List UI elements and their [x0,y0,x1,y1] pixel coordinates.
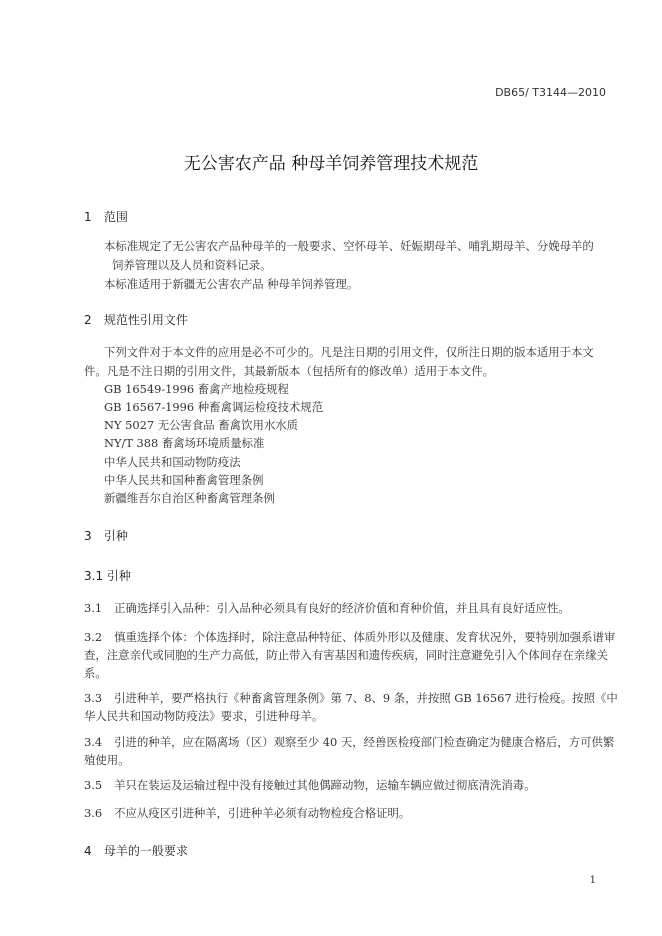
section-title: 母羊的一般要求 [103,844,188,858]
section-number: 2 [84,313,92,327]
clause-text: 正确选择引入品种：引入品种必须具有良好的经济价值和育种价值，并且具有良好适应性。 [114,601,570,615]
clause-text: 引进的种羊，应在隔离场（区）观察至少 40 天，经兽医检疫部门检查确定为健康合格后，方可供繁殖使用。 [84,735,615,767]
clause-number: 3.1 [84,601,103,615]
clause-number: 3.4 [84,735,103,749]
section-4-heading [84,842,188,859]
clause [84,689,624,725]
section-title: 范围 [103,210,128,224]
clause-number: 3.2 [84,630,103,644]
clause [84,628,624,682]
ref-item: 中华人民共和国动物防疫法 [104,455,241,469]
refs-intro-line-2: 件。凡是不注日期的引用文件，其最新版本（包括所有的修改单）适用于本文件。 [84,364,495,378]
clause [84,733,624,769]
refs-intro-line-1: 下列文件对于本文件的应用是必不可少的。凡是注日期的引用文件，仅所注日期的版本适用于本文 [104,345,594,359]
section-3-heading [84,527,128,544]
ref-item: GB 16567-1996 种畜禽调运检疫技术规范 [104,400,324,414]
clause [84,599,624,617]
clause-text: 不应从疫区引进种羊，引进种羊必须有动物检疫合格证明。 [114,806,411,820]
ref-item: 新疆维吾尔自治区种畜禽管理条例 [104,491,275,505]
scope-line-1: 本标准规定了无公害农产品种母羊的一般要求、空怀母羊、妊娠期母羊、哺乳期母羊、分娩母羊的 [104,239,594,253]
ref-item: NY 5027 无公害食品 畜禽饮用水水质 [104,418,299,432]
section-title: 引种 [103,529,128,543]
clause-text: 慎重选择个体：个体选择时，除注意品种特征、体质外形以及健康、发育状况外，要特别加强系谱审查，注意亲代或同胞的生产力高低，防止带入有害基因和遗传疾病，同时注意避免引入个体间存在亲缘关系。 [84,630,616,680]
section-title: 引种 [106,569,131,583]
scope-line-3: 本标准适用于新疆无公害农产品 种母羊饲养管理。 [104,277,359,291]
clause-number: 3.3 [84,691,103,705]
clause [84,804,624,822]
section-number: 4 [84,844,92,858]
clause-number: 3.6 [84,806,103,820]
section-2-heading [84,311,188,328]
clause [84,776,624,794]
section-title: 规范性引用文件 [103,313,188,327]
scope-line-2: 饲养管理以及人员和资料记录。 [112,258,272,272]
standard-code: DB65/ T3144—2010 [495,86,606,99]
clause-number: 3.5 [84,778,103,792]
clause-text: 引进种羊，要严格执行《种畜禽管理条例》第 7、8、9 条，并按照 GB 16567 进行检疫。按照《中华人民共和国动物防疫法》要求，引进种母羊。 [84,691,618,723]
ref-item: 中华人民共和国种畜禽管理条例 [104,473,264,487]
document-title: 无公害农产品 种母羊饲养管理技术规范 [183,154,479,174]
section-number: 1 [84,210,92,224]
clause-text: 羊只在装运及运输过程中没有接触过其他偶蹄动物，运输车辆应做过彻底清洗消毒。 [114,778,536,792]
section-3-1-heading [84,567,131,584]
ref-item: GB 16549-1996 畜禽产地检疫规程 [104,382,289,396]
page-number: 1 [589,875,596,886]
section-1-heading [84,208,128,225]
ref-item: NY/T 388 畜禽场环境质量标准 [104,436,265,450]
section-number: 3 [84,529,92,543]
section-number: 3.1 [84,569,104,583]
